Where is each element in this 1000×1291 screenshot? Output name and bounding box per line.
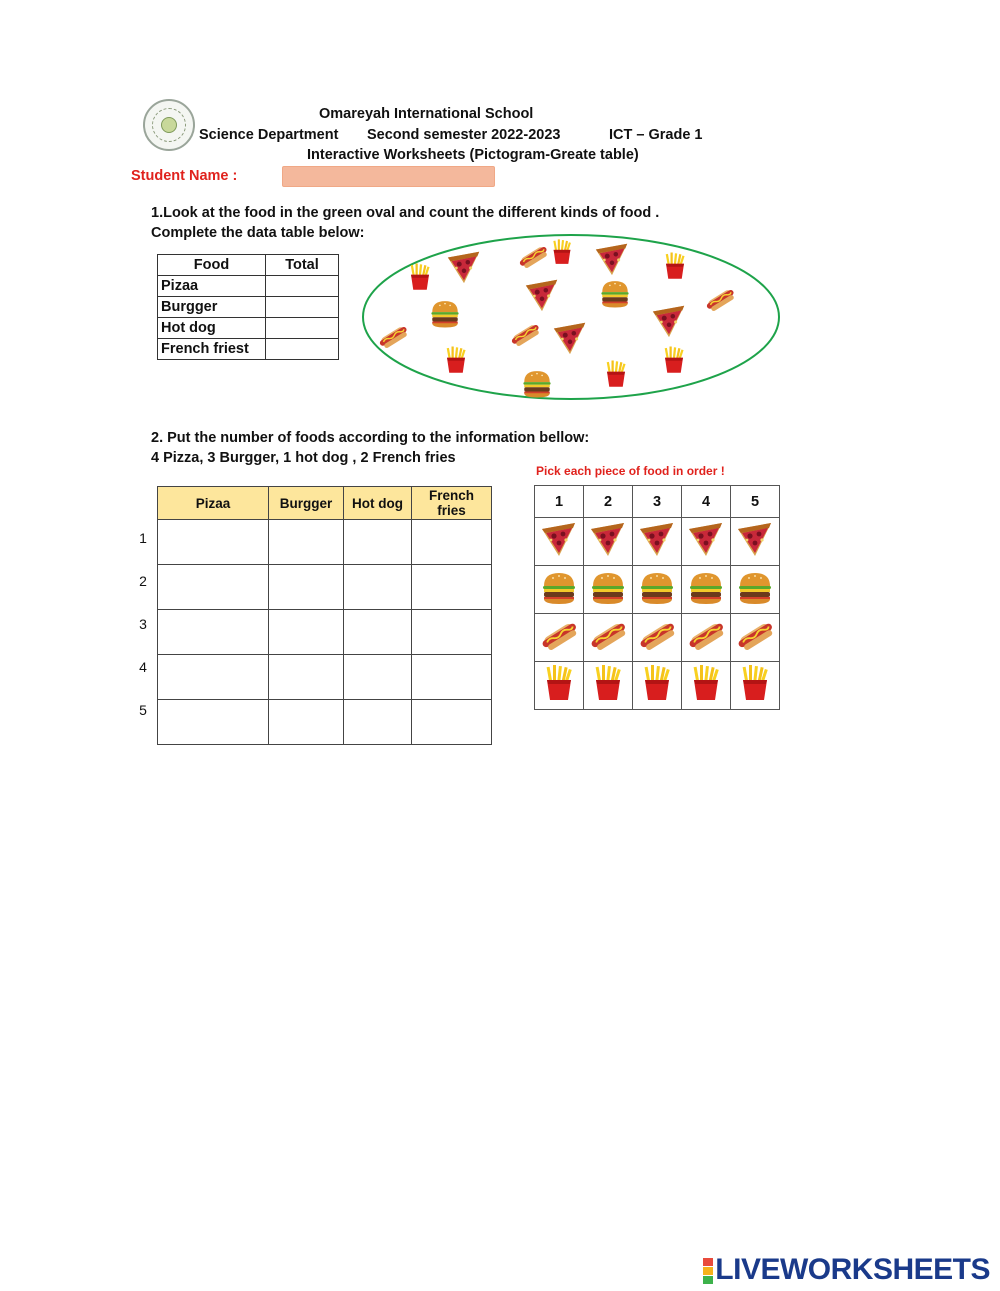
fries-piece[interactable] [682, 662, 731, 710]
pick-col-header: 4 [682, 486, 731, 518]
brand-text: LIVEWORKSHEETS [715, 1253, 990, 1286]
drop-cell[interactable] [158, 610, 269, 655]
drop-cell[interactable] [412, 655, 492, 700]
col-fries: French fries [412, 487, 492, 520]
table-row [158, 297, 339, 318]
hotdog-piece[interactable] [731, 614, 780, 662]
hotdog-icon [732, 614, 778, 656]
student-name-label: Student Name : [131, 168, 238, 184]
row-number: 4 [139, 659, 147, 675]
pictogram-table [157, 486, 492, 745]
table-row [158, 339, 339, 360]
col-hotdog: Hot dog [344, 487, 412, 520]
student-name-input[interactable] [282, 166, 495, 187]
brand-mark-icon [703, 1257, 713, 1285]
burger-icon [683, 566, 729, 608]
q1-instruction-2: Complete the data table below: [151, 225, 365, 241]
burger-piece[interactable] [682, 566, 731, 614]
food-label: Burgger [158, 297, 266, 318]
burger-piece[interactable] [535, 566, 584, 614]
q2-instruction: 2. Put the number of foods according to the information bellow: [151, 430, 590, 446]
pizza-icon [448, 252, 479, 283]
table-row [158, 700, 492, 745]
pizza-piece[interactable] [731, 518, 780, 566]
fries-icon [666, 253, 685, 279]
table-header-row [158, 487, 492, 520]
course: ICT – Grade 1 [609, 127, 703, 143]
hotdog-icon [518, 245, 550, 271]
col-burger: Burgger [269, 487, 344, 520]
pick-col-header: 3 [633, 486, 682, 518]
pizza-row [535, 518, 780, 566]
drop-cell[interactable] [158, 655, 269, 700]
drop-cell[interactable] [412, 565, 492, 610]
row-numbers [133, 486, 153, 732]
fries-icon [732, 662, 778, 704]
table-row [158, 318, 339, 339]
hotdog-piece[interactable] [584, 614, 633, 662]
hotdog-icon [634, 614, 680, 656]
row-number: 5 [139, 702, 147, 718]
fries-row [535, 662, 780, 710]
q1-instruction: 1.Look at the food in the green oval and count the different kinds of food . [151, 205, 660, 221]
hotdog-row [535, 614, 780, 662]
pizza-icon [596, 244, 627, 275]
row-number: 1 [139, 530, 147, 546]
liveworksheets-logo [703, 1253, 990, 1287]
semester: Second semester 2022-2023 [367, 127, 561, 143]
drop-cell[interactable] [269, 700, 344, 745]
table-header-row [535, 486, 780, 518]
drop-cell[interactable] [344, 655, 412, 700]
worksheet-subtitle: Interactive Worksheets (Pictogram-Greate table) [307, 147, 639, 163]
pizza-icon [536, 518, 582, 560]
drop-cell[interactable] [269, 565, 344, 610]
drop-cell[interactable] [344, 565, 412, 610]
burger-icon [431, 301, 458, 327]
drop-cell[interactable] [344, 700, 412, 745]
burger-icon [601, 281, 628, 307]
hotdog-piece[interactable] [682, 614, 731, 662]
col-food: Food [158, 255, 266, 276]
pick-col-header: 2 [584, 486, 633, 518]
hotdog-icon [585, 614, 631, 656]
pizza-icon [554, 323, 585, 354]
burger-icon [523, 371, 550, 397]
pizza-piece[interactable] [535, 518, 584, 566]
drop-cell[interactable] [269, 655, 344, 700]
school-name: Omareyah International School [319, 106, 534, 122]
pizza-icon [526, 280, 557, 311]
food-oval [355, 228, 790, 408]
total-input[interactable] [266, 318, 339, 339]
hotdog-piece[interactable] [633, 614, 682, 662]
drop-cell[interactable] [269, 610, 344, 655]
hotdog-icon [705, 288, 737, 314]
row-number: 2 [139, 573, 147, 589]
burger-icon [732, 566, 778, 608]
pizza-piece[interactable] [633, 518, 682, 566]
food-label: French friest [158, 339, 266, 360]
pizza-piece[interactable] [584, 518, 633, 566]
hotdog-piece[interactable] [535, 614, 584, 662]
burger-row [535, 566, 780, 614]
fries-piece[interactable] [633, 662, 682, 710]
burger-icon [585, 566, 631, 608]
pizza-icon [653, 306, 684, 337]
burger-piece[interactable] [584, 566, 633, 614]
table-header-row [158, 255, 339, 276]
table-row [158, 565, 492, 610]
fries-piece[interactable] [731, 662, 780, 710]
food-picker-table [534, 485, 780, 710]
q2-info: 4 Pizza, 3 Burgger, 1 hot dog , 2 French fries [151, 450, 456, 466]
fries-icon [585, 662, 631, 704]
table-row [158, 655, 492, 700]
row-number: 3 [139, 616, 147, 632]
department: Science Department [199, 127, 339, 143]
pick-note: Pick each piece of food in order ! [536, 464, 725, 478]
fries-icon [411, 264, 430, 290]
food-label: Pizaa [158, 276, 266, 297]
drop-cell[interactable] [412, 700, 492, 745]
burger-icon [536, 566, 582, 608]
total-input[interactable] [266, 297, 339, 318]
fries-piece[interactable] [584, 662, 633, 710]
table-row [158, 610, 492, 655]
pizza-icon [732, 518, 778, 560]
pizza-piece[interactable] [682, 518, 731, 566]
pizza-icon [683, 518, 729, 560]
pick-col-header: 1 [535, 486, 584, 518]
fries-icon [607, 361, 626, 387]
hotdog-icon [536, 614, 582, 656]
pick-col-header: 5 [731, 486, 780, 518]
col-pizza: Pizaa [158, 487, 269, 520]
school-logo [143, 99, 195, 151]
fries-icon [683, 662, 729, 704]
hotdog-icon [683, 614, 729, 656]
hotdog-icon [510, 323, 542, 349]
total-input[interactable] [266, 276, 339, 297]
fries-icon [665, 347, 684, 373]
fries-icon [447, 347, 466, 373]
burger-piece[interactable] [731, 566, 780, 614]
burger-icon [634, 566, 680, 608]
pizza-icon [634, 518, 680, 560]
fries-icon [634, 662, 680, 704]
drop-cell[interactable] [344, 520, 412, 565]
drop-cell[interactable] [412, 610, 492, 655]
drop-cell[interactable] [158, 700, 269, 745]
total-input[interactable] [266, 339, 339, 360]
food-count-table [157, 254, 339, 360]
pizza-icon [585, 518, 631, 560]
table-row [158, 520, 492, 565]
table-row [158, 276, 339, 297]
drop-cell[interactable] [344, 610, 412, 655]
drop-cell[interactable] [412, 520, 492, 565]
drop-cell[interactable] [158, 565, 269, 610]
food-label: Hot dog [158, 318, 266, 339]
fries-icon [536, 662, 582, 704]
burger-piece[interactable] [633, 566, 682, 614]
fries-icon [553, 239, 571, 264]
hotdog-icon [378, 325, 410, 351]
drop-cell[interactable] [158, 520, 269, 565]
col-total: Total [266, 255, 339, 276]
drop-cell[interactable] [269, 520, 344, 565]
fries-piece[interactable] [535, 662, 584, 710]
